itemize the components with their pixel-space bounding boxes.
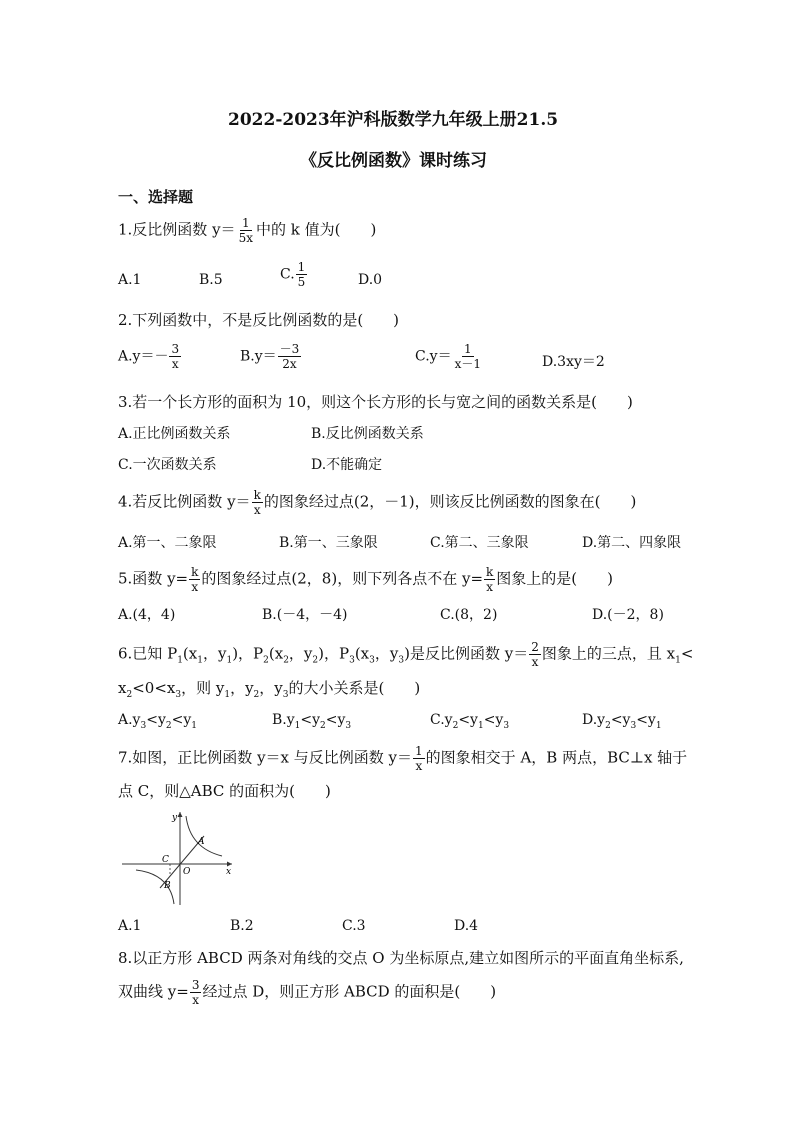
question-6-line-2: $x_2<0<x_3$，则 $y_1$，$y_2$，$y_3$的大小关系是( ) xyxy=(118,679,421,700)
question-8-line-1: 8.以正方形 ABCD 两条对角线的交点 O 为坐标原点,建立如图所示的平面直角坐标系, xyxy=(118,949,684,967)
q4-option-c: C.第二、三象限 xyxy=(430,535,529,551)
q1-option-b: B.5 xyxy=(199,272,223,288)
q6-option-c: $C.y_2<y_1<y_3$ xyxy=(430,712,510,731)
q3-option-a: A.正比例函数关系 xyxy=(118,426,231,442)
question-2: 2.下列函数中，不是反比例函数的是( ) xyxy=(118,311,400,329)
question-8-line-2: 双曲线 y= $\frac{3}{x}$ 经过点 D，则正方形 ABCD 的面积是( ) xyxy=(118,978,497,1007)
section-heading: 一、选择题 xyxy=(118,188,194,206)
question-7-line-1: 7.如图，正比例函数 y＝x 与反比例函数 y＝ $\frac{1}{x}$ 的图象相交于 A，B 两点，BC⊥x 轴于 xyxy=(118,744,688,773)
q7-option-a: A.1 xyxy=(118,918,142,934)
q4-option-b: B.第一、三象限 xyxy=(279,535,378,551)
question-1 xyxy=(118,216,376,245)
q7-option-c: C.3 xyxy=(342,918,366,934)
title-line-1: 2022-2023年沪科版数学九年级上册21.5 xyxy=(228,110,559,130)
question-7-line-2: 点 C，则△ABC 的面积为( ) xyxy=(118,782,331,800)
q2-option-a: A.y＝－ $\frac{3}{x}$ xyxy=(118,342,180,371)
q5-option-a: A.(4，4) xyxy=(118,607,176,623)
title-line-2: 《反比例函数》课时练习 xyxy=(300,151,487,171)
q2-option-c: C.y＝ $\frac{1}{x-1}$ xyxy=(415,342,481,371)
q5-option-c: C.(8，2) xyxy=(440,607,498,623)
q7-option-d: D.4 xyxy=(454,918,479,934)
q3-option-c: C.一次函数关系 xyxy=(118,457,217,473)
q5-option-b: B.(－4，－4) xyxy=(262,607,348,623)
q5-option-d: D.(－2，8) xyxy=(592,607,664,623)
question-6-line-1: 6.已知 $P_1(x_1$，$y_1$)，$P_2(x_2$，$y_2$)，$P_3(x_3$，$y_3$)是反比例函数 y＝ $\frac{2}{x}$ 图象上的三点，且 $x_1<$ xyxy=(118,640,694,669)
q1-fraction: $\frac{1}{5x}$ xyxy=(238,216,253,245)
q4-option-a: A.第一、二象限 xyxy=(118,535,217,551)
question-3: 3.若一个长方形的面积为 10，则这个长方形的长与宽之间的函数关系是( ) xyxy=(118,393,633,411)
graph-label-y: y xyxy=(172,813,178,823)
q2-option-b: B.y＝ $\frac{-3}{2x}$ xyxy=(240,342,300,371)
q6-option-d: $D.y_2<y_3<y_1$ xyxy=(582,712,662,731)
q1-option-c: C. $\frac{1}{5}$ xyxy=(280,260,306,289)
q3-option-d: D.不能确定 xyxy=(311,457,383,473)
q1-option-d: D.0 xyxy=(358,272,383,288)
q4-option-d: D.第二、四象限 xyxy=(582,535,682,551)
question-4: 4.若反比例函数 y＝ $\frac{k}{x}$ 的图象经过点(2，－1)，则该反比例函数的图象在( ) xyxy=(118,488,637,517)
graph-label-a: A xyxy=(198,837,205,847)
q1-text-b: 中的 k 值为( ) xyxy=(255,220,377,239)
graph-label-b: B xyxy=(164,881,171,891)
graph-label-x: x xyxy=(226,867,232,877)
q3-option-b: B.反比例函数关系 xyxy=(311,426,424,442)
question-5: 5.函数 y= $\frac{k}{x}$ 的图象经过点(2，8)，则下列各点不在 y= $\frac{k}{x}$ 图象上的是( ) xyxy=(118,565,614,594)
q6-option-a: $A.y_3<y_2<y_1$ xyxy=(118,712,197,731)
graph-label-c: C xyxy=(162,855,169,865)
graph-label-o: O xyxy=(183,867,191,877)
q1-option-a: A.1 xyxy=(118,272,142,288)
q7-option-b: B.2 xyxy=(230,918,254,934)
q7-graph xyxy=(118,808,238,906)
q6-option-b: $B.y_1<y_2<y_3$ xyxy=(272,712,352,731)
q1-text-a: 1.反比例函数 y＝ xyxy=(118,220,236,239)
q2-option-d: D.3xy＝2 xyxy=(542,354,605,370)
